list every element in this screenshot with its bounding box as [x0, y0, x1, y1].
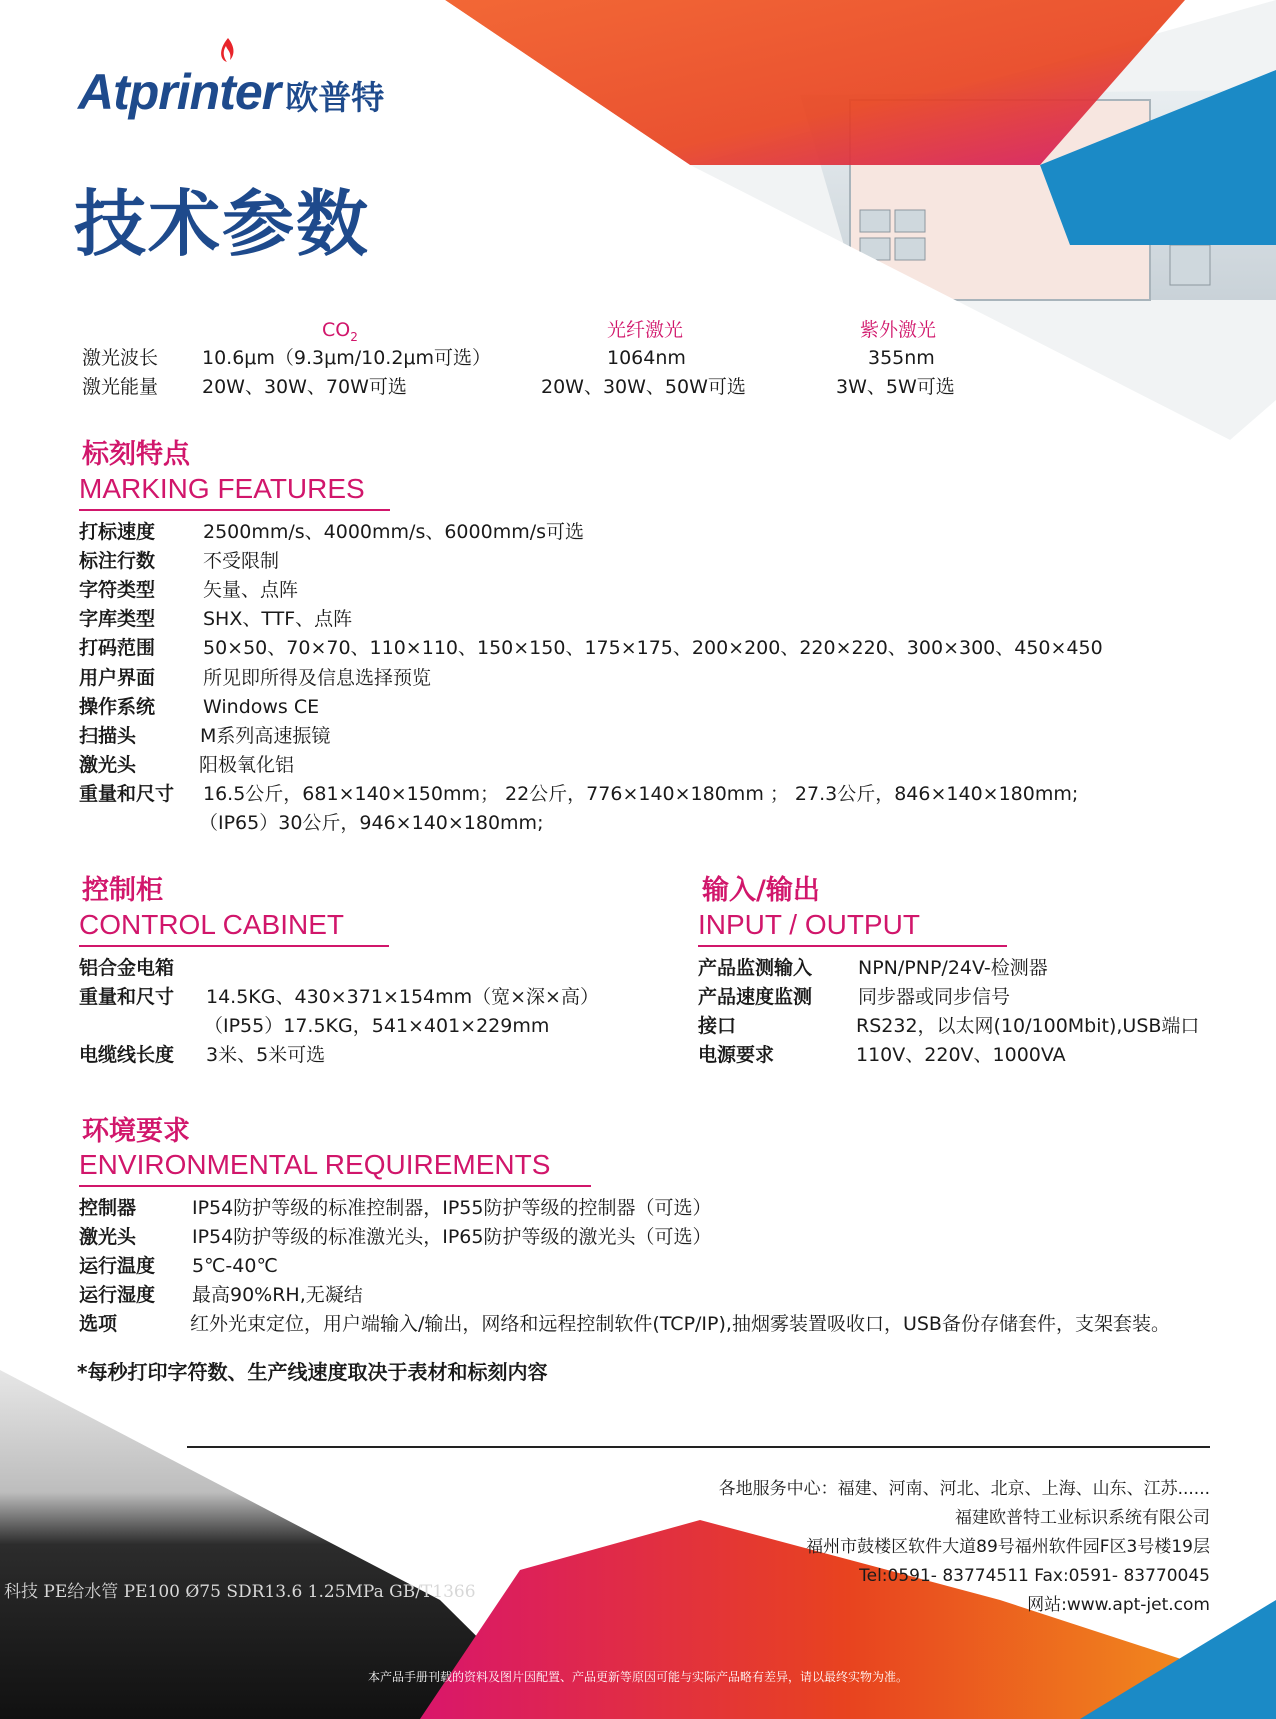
io-title-en: INPUT / OUTPUT [698, 909, 920, 940]
cabinet-divider [79, 945, 389, 947]
col-co2: $CO_2$ [322, 319, 358, 344]
environment-row-value: 最高90%RH,无凝结 [192, 1284, 363, 1306]
io-title-cn: 输入/输出 [702, 875, 820, 906]
environment-title-en: ENVIRONMENTAL REQUIREMENTS [79, 1149, 551, 1180]
footer-divider [187, 1446, 1210, 1448]
marking-divider [79, 509, 390, 511]
brand-logo [78, 64, 384, 120]
io-row-value: 110V、220V、1000VA [856, 1044, 1066, 1066]
footer-address: 福州市鼓楼区软件大道89号福州软件园F区3号楼19层 [806, 1537, 1210, 1557]
marking-title-cn: 标刻特点 [82, 439, 190, 470]
marking-row-value: M系列高速振镜 [200, 724, 331, 747]
cabinet-size-value1: 14.5KG、430×371×154mm（宽×深×高） [206, 986, 599, 1008]
cabinet-size-label: 重量和尺寸 [79, 986, 175, 1008]
cabinet-line1: 铝合金电箱 [79, 957, 175, 979]
row-wavelength-fiber: 1064nm [607, 347, 686, 369]
environment-row-value: 红外光束定位，用户端输入/输出，网络和远程控制软件(TCP/IP),抽烟雾装置吸收口，USB备份存储套件，支架套装。 [190, 1313, 1170, 1335]
row-power-uv: 3W、5W可选 [836, 376, 955, 398]
marking-row-label: 用户界面 [79, 666, 156, 689]
col-uv: 紫外激光 [860, 319, 937, 341]
footer-phone-fax: Tel:0591- 83774511 Fax:0591- 83770045 [859, 1566, 1210, 1586]
marking-row-value: 2500mm/s、4000mm/s、6000mm/s可选 [203, 521, 585, 543]
marking-row-value: 所见即所得及信息选择预览 [203, 666, 432, 689]
environment-row-label: 运行温度 [79, 1255, 156, 1277]
io-row-value: 同步器或同步信号 [858, 986, 1011, 1008]
cabinet-cable-label: 电缆线长度 [79, 1044, 175, 1066]
io-row-value: RS232，以太网(10/100Mbit),USB端口 [856, 1015, 1200, 1037]
marking-row-label: 打码范围 [79, 637, 156, 660]
environment-title-cn: 环境要求 [82, 1116, 190, 1147]
marking-row-value: 16.5公斤，681×140×150mm； 22公斤，776×140×180mm ； 27.3公斤，846×140×180mm; [203, 782, 1079, 805]
io-row-label: 产品速度监测 [698, 986, 813, 1008]
environment-row-label: 激光头 [79, 1226, 137, 1248]
logo-chinese-name: 欧普特 [285, 78, 385, 117]
pipe-print-text: 科技 PE给水管 PE100 Ø75 SDR13.6 1.25MPa GB/T1366 [4, 1582, 476, 1602]
logo-wordmark: Atprinter [78, 64, 281, 120]
marking-row-value: 矢量、点阵 [203, 579, 299, 602]
cabinet-cable-value: 3米、5米可选 [206, 1044, 326, 1066]
environment-row-label: 运行湿度 [79, 1284, 156, 1306]
io-divider [698, 945, 1007, 947]
marking-row-label: 激光头 [79, 753, 137, 776]
marking-row-label: 扫描头 [79, 724, 137, 747]
flame-icon [218, 38, 238, 68]
cabinet-title-cn: 控制柜 [82, 875, 163, 906]
footer-website[interactable]: 网站:www.apt-jet.com [1027, 1595, 1210, 1615]
col-fiber: 光纤激光 [607, 319, 684, 341]
footnote: *每秒打印字符数、生产线速度取决于表材和标刻内容 [77, 1360, 548, 1384]
io-row-label: 产品监测输入 [698, 957, 813, 979]
footer-service-centers: 各地服务中心：福建、河南、河北、北京、上海、山东、江苏...... [718, 1479, 1210, 1499]
row-wavelength-co2: 10.6μm（9.3μm/10.2μm可选） [202, 347, 492, 369]
io-row-label: 接口 [698, 1015, 737, 1037]
cabinet-title-en: CONTROL CABINET [79, 909, 344, 940]
marking-row-value: 50×50、70×70、110×110、150×150、175×175、200×200、220×220、300×300、450×450 [203, 637, 1103, 660]
marking-row-label: 操作系统 [79, 695, 156, 718]
io-row-value: NPN/PNP/24V-检测器 [858, 957, 1048, 979]
marking-row-label: 标注行数 [79, 550, 156, 573]
footer-disclaimer: 本产品手册刊载的资料及图片因配置、产品更新等原因可能与实际产品略有差异，请以最终实物为准。 [367, 1670, 908, 1684]
environment-row-value: IP54防护等级的标准控制器，IP55防护等级的控制器（可选） [192, 1197, 712, 1219]
marking-row-value: 不受限制 [203, 550, 280, 573]
environment-row-label: 控制器 [79, 1197, 137, 1219]
marking-title-en: MARKING FEATURES [79, 473, 365, 504]
row-power-fiber: 20W、30W、50W可选 [541, 376, 746, 398]
environment-row-value: IP54防护等级的标准激光头，IP65防护等级的激光头（可选） [192, 1226, 712, 1248]
environment-row-label: 选项 [79, 1313, 118, 1335]
marking-row-label: 打标速度 [79, 521, 156, 543]
marking-row-label: 字符类型 [79, 579, 156, 602]
row-wavelength-label: 激光波长 [82, 347, 159, 369]
marking-row-value: SHX、TTF、点阵 [203, 608, 353, 631]
marking-row-value: 阳极氧化铝 [199, 753, 295, 776]
io-row-label: 电源要求 [698, 1044, 775, 1066]
environment-row-value: 5℃-40℃ [192, 1255, 278, 1277]
marking-row-label: 字库类型 [79, 608, 156, 631]
marking-row-value: Windows CE [203, 695, 320, 718]
footer-company: 福建欧普特工业标识系统有限公司 [955, 1508, 1210, 1528]
row-wavelength-uv: 355nm [868, 347, 935, 369]
row-power-co2: 20W、30W、70W可选 [202, 376, 407, 398]
cabinet-size-value2: （IP55）17.5KG，541×401×229mm [204, 1015, 550, 1037]
marking-row-label: 重量和尺寸 [79, 782, 175, 805]
row-power-label: 激光能量 [82, 376, 159, 398]
environment-divider [79, 1185, 591, 1187]
marking-extra-line: （IP65）30公斤，946×140×180mm; [199, 812, 544, 834]
page-title: 技术参数 [74, 182, 371, 266]
